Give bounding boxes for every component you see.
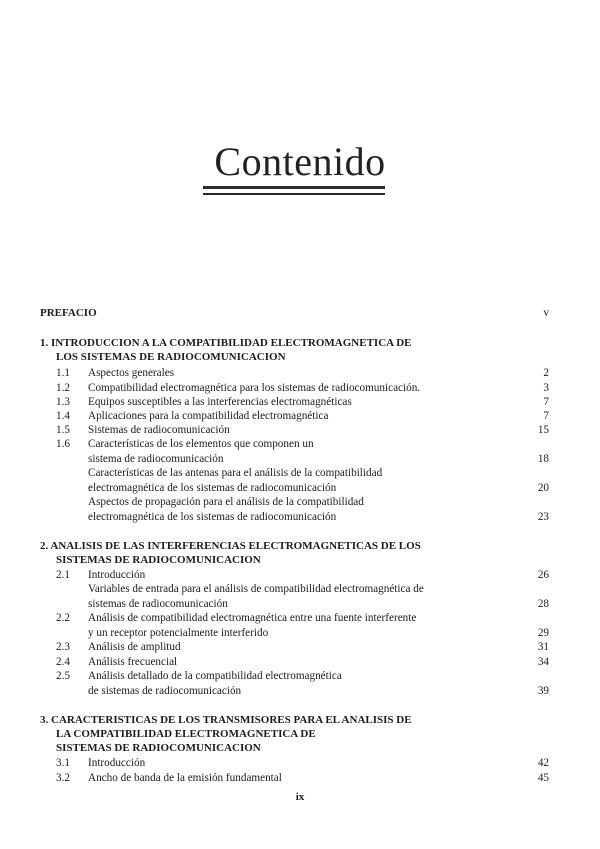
section-number: 1.3	[56, 396, 70, 408]
section-page: 42	[537, 757, 549, 769]
section-title: Características de los elementos que componen un	[88, 438, 314, 450]
section-title-cont: y un receptor potencialmente interferido	[88, 627, 269, 639]
section-title: Análisis frecuencial	[88, 656, 178, 668]
section-page: 34	[537, 656, 549, 668]
section-title: Aspectos generales	[88, 367, 175, 379]
section-title-cont: sistema de radiocomunicación	[88, 453, 224, 465]
section-page: 29	[537, 627, 549, 639]
section-page: 15	[537, 424, 549, 436]
toc-prefacio-label: PREFACIO	[40, 307, 97, 319]
chapter-3-heading-line1: 3. CARACTERISTICAS DE LOS TRANSMISORES PARA EL ANALISIS DE	[40, 714, 412, 726]
section-page: 2	[543, 367, 549, 379]
section-page: 39	[537, 685, 549, 697]
entry-page: 23	[537, 511, 549, 523]
entry-title: Variables de entrada para el análisis de compatibilidad electromagnética de	[88, 583, 424, 595]
entry-title: Aspectos de propagación para el análisis de la compatibilidad	[88, 496, 364, 508]
entry-page: 28	[537, 598, 549, 610]
section-title: Introducción	[88, 757, 146, 769]
section-number: 1.5	[56, 424, 70, 436]
section-title: Introducción	[88, 569, 146, 581]
section-title: Ancho de banda de la emisión fundamental	[88, 772, 282, 784]
chapter-2-heading-line1: 2. ANALISIS DE LAS INTERFERENCIAS ELECTROMAGNETICAS DE LOS	[40, 540, 421, 552]
chapter-1-heading-line1: 1. INTRODUCCION A LA COMPATIBILIDAD ELECTROMAGNETICA DE	[40, 337, 412, 349]
section-title: Análisis de compatibilidad electromagnética entre una fuente interferente	[88, 612, 417, 624]
chapter-3-heading-line3: SISTEMAS DE RADIOCOMUNICACION	[56, 742, 261, 754]
section-number: 2.1	[56, 569, 70, 581]
page-number: ix	[295, 791, 305, 803]
section-page: 18	[537, 453, 549, 465]
section-page: 7	[543, 396, 549, 408]
entry-title-cont: sistemas de radiocomunicación	[88, 598, 228, 610]
section-title: Sistemas de radiocomunicación	[88, 424, 230, 436]
section-title: Análisis detallado de la compatibilidad electromagnética	[88, 670, 342, 682]
title-rule-thick	[203, 186, 385, 189]
section-number: 3.1	[56, 757, 70, 769]
entry-title: Características de las antenas para el análisis de la compatibilidad	[88, 467, 383, 479]
section-page: 26	[537, 569, 549, 581]
section-title: Aplicaciones para la compatibilidad electromagnética	[88, 410, 329, 422]
chapter-3-heading-line2: LA COMPATIBILIDAD ELECTROMAGNETICA DE	[56, 728, 316, 740]
section-number: 2.3	[56, 641, 70, 653]
section-page: 7	[543, 410, 549, 422]
section-number: 2.5	[56, 670, 70, 682]
section-title: Análisis de amplitud	[88, 641, 181, 653]
entry-title-cont: electromagnética de los sistemas de radiocomunicación	[88, 482, 337, 494]
section-number: 1.6	[56, 438, 70, 450]
chapter-2-heading-line2: SISTEMAS DE RADIOCOMUNICACION	[56, 554, 261, 566]
section-number: 2.4	[56, 656, 70, 668]
page-title: Contenido	[214, 139, 386, 184]
section-number: 2.2	[56, 612, 70, 624]
section-page: 31	[537, 641, 549, 653]
section-title-cont: de sistemas de radiocomunicación	[88, 685, 242, 697]
section-number: 1.4	[56, 410, 70, 422]
section-number: 3.2	[56, 772, 70, 784]
section-number: 1.1	[56, 367, 70, 379]
title-rule-thin	[203, 193, 385, 195]
toc-prefacio-page: v	[543, 307, 549, 319]
entry-title-cont: electromagnética de los sistemas de radiocomunicación	[88, 511, 337, 523]
section-page: 45	[537, 772, 549, 784]
section-number: 1.2	[56, 382, 70, 394]
entry-page: 20	[537, 482, 549, 494]
section-page: 3	[543, 382, 549, 394]
chapter-1-heading-line2: LOS SISTEMAS DE RADIOCOMUNICACION	[56, 351, 286, 363]
section-title: Compatibilidad electromagnética para los sistemas de radiocomunicación.	[88, 382, 421, 394]
section-title: Equipos susceptibles a las interferencias electromagnéticas	[88, 396, 352, 408]
